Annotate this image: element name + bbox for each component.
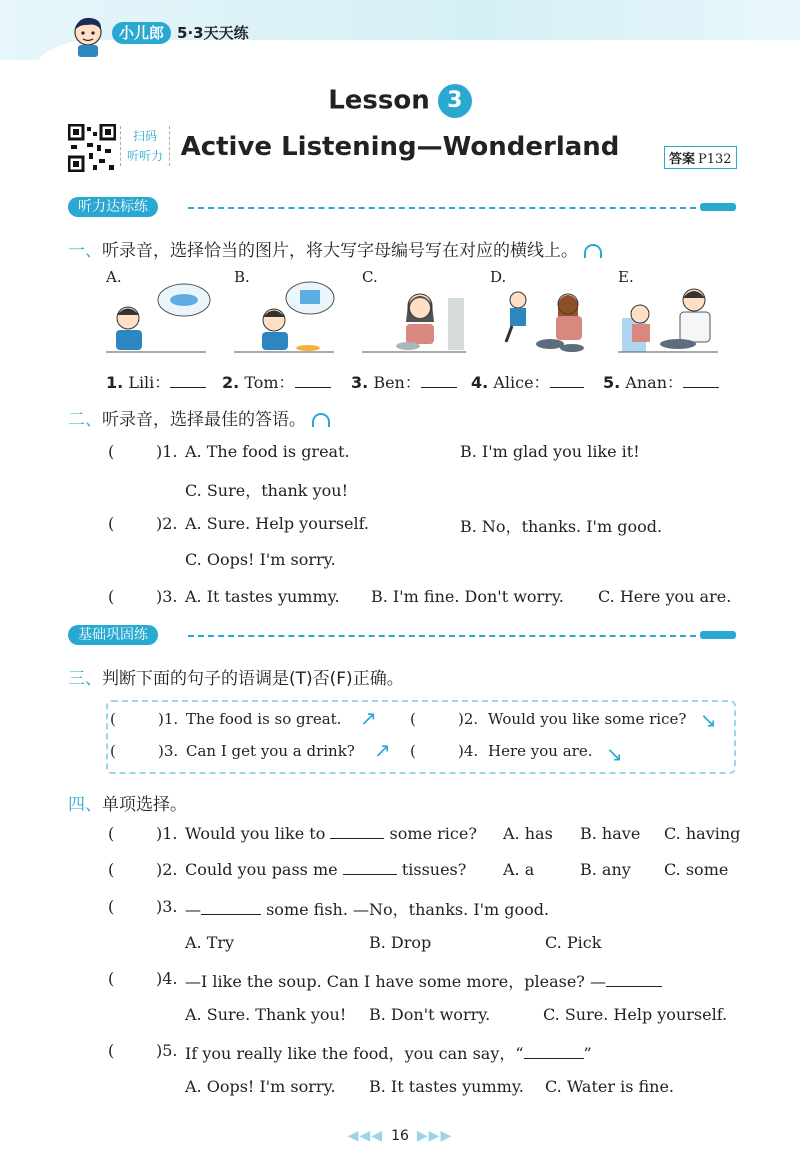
child-and-woman-illustration [490, 278, 600, 358]
brand-title [112, 22, 249, 43]
q4-item-1-number: )1. [156, 824, 178, 843]
q4-item-3-option-a: A. Try [185, 933, 235, 952]
q2-item-3-option-b: B. I'm fine. Don't worry. [371, 587, 564, 606]
q3-item-2-sentence: Would you like some rice? [488, 710, 687, 728]
q4-item-1-paren[interactable]: ( [108, 824, 115, 843]
picture-d [490, 268, 600, 358]
brand-series: 5·3天天练 [177, 24, 249, 42]
q2-item-3-number: )3. [156, 587, 178, 606]
answer-line[interactable] [170, 373, 206, 388]
stem-text: some rice? [389, 824, 477, 843]
blank-name: Anan： [625, 373, 684, 392]
q4-item-1-option-a: A. has [503, 824, 553, 843]
section-label-listening: 听力达标练 [68, 197, 158, 217]
section-bar-listening [68, 197, 736, 217]
picture-label: B. [234, 268, 250, 286]
q4-item-2-stem [185, 860, 466, 879]
q2-item-2-paren[interactable]: ( [108, 514, 115, 533]
pen-icon [700, 203, 736, 211]
question-1-heading [68, 236, 602, 261]
q4-item-5-paren[interactable]: ( [108, 1041, 115, 1060]
q4-item-4-stem [185, 969, 662, 992]
section-label-basics: 基础巩固练 [68, 625, 158, 645]
right-arrows-icon: ▶▶▶ [416, 1128, 453, 1144]
boy-thinking-drink-illustration [234, 278, 344, 358]
q4-item-1-option-c: C. having [664, 824, 741, 843]
q2-item-3-paren[interactable]: ( [108, 587, 115, 606]
q4-item-4-option-c: C. Sure. Help yourself. [543, 1005, 728, 1024]
q4-item-2-option-a: A. a [503, 860, 535, 879]
q4-item-5-option-a: A. Oops! I'm sorry. [185, 1077, 336, 1096]
q3-item-1-sentence: The food is so great. [186, 710, 342, 728]
picture-e [618, 268, 728, 358]
pen-icon [700, 631, 736, 639]
question-number: 二、 [68, 410, 102, 430]
answer-line[interactable] [330, 824, 384, 839]
answer-line[interactable] [201, 900, 261, 915]
question-3-heading [68, 664, 404, 689]
scan-line-1: 扫码 [132, 129, 157, 143]
answer-line[interactable] [295, 373, 331, 388]
answer-line[interactable] [550, 373, 584, 388]
q2-item-1-option-b: B. I'm glad you like it! [460, 442, 640, 461]
brand-name: 小儿郎 [112, 22, 171, 44]
q2-item-2-option-a: A. Sure. Help yourself. [185, 514, 370, 533]
section-divider [188, 207, 696, 209]
question-text: 判断下面的句子的语调是(T)否(F)正确。 [102, 669, 404, 689]
q4-item-5-option-b: B. It tastes yummy. [369, 1077, 524, 1096]
q4-item-4-option-a: A. Sure. Thank you! [185, 1005, 347, 1024]
page-number: 16 [391, 1128, 409, 1144]
stem-text: If you really like the food，you can say，“ [185, 1044, 524, 1063]
answer-line[interactable] [343, 860, 397, 875]
rising-arrow-icon: ↗ [360, 706, 377, 730]
answer-line[interactable] [606, 972, 662, 987]
q4-item-4-option-b: B. Don't worry. [369, 1005, 491, 1024]
left-arrows-icon: ◀◀◀ [347, 1128, 384, 1144]
section-bar-basics [68, 625, 736, 645]
q2-item-3-option-a: A. It tastes yummy. [185, 587, 340, 606]
lesson-subtitle: Active Listening—Wonderland [180, 132, 620, 162]
picture-c [362, 268, 472, 358]
answer-blank-1 [106, 370, 206, 393]
q2-item-3-option-c: C. Here you are. [598, 587, 732, 606]
headphones-icon [312, 413, 330, 427]
blank-name: Ben： [373, 373, 421, 392]
stem-text: some fish. —No，thanks. I'm good. [266, 900, 550, 919]
q2-item-1-option-a: A. The food is great. [185, 442, 350, 461]
question-4-heading [68, 790, 187, 815]
blank-number: 4. [471, 373, 489, 392]
question-number: 三、 [68, 669, 102, 689]
answer-page: P132 [698, 152, 732, 167]
picture-a [106, 268, 216, 358]
q4-item-2-option-c: C. some [664, 860, 729, 879]
q4-item-1-option-b: B. have [580, 824, 641, 843]
question-text: 听录音，选择恰当的图片，将大写字母编号写在对应的横线上。 [102, 241, 578, 261]
q4-item-5-stem [185, 1041, 592, 1064]
blank-name: Tom： [244, 373, 295, 392]
boy-thinking-fish-illustration [106, 278, 216, 358]
picture-label: A. [106, 268, 122, 286]
q3-item-1-number: )1. [158, 710, 179, 728]
question-number: 一、 [68, 241, 102, 261]
answer-reference [664, 146, 737, 169]
q3-item-1-paren[interactable]: ( [110, 710, 116, 728]
q3-item-4-paren[interactable]: ( [410, 742, 416, 760]
q3-item-4-sentence: Here you are. [488, 742, 593, 760]
q4-item-2-option-b: B. any [580, 860, 631, 879]
girl-and-man-at-table-illustration [618, 278, 728, 358]
blank-number: 5. [603, 373, 621, 392]
answer-line[interactable] [683, 373, 719, 388]
scan-line-2: 听听力 [126, 149, 163, 163]
q3-item-3-number: )3. [158, 742, 179, 760]
q4-item-3-number: )3. [156, 897, 178, 916]
q4-item-2-number: )2. [156, 860, 178, 879]
section-divider [188, 635, 696, 637]
question-text: 单项选择。 [102, 795, 187, 815]
blank-number: 2. [222, 373, 240, 392]
page-footer [0, 1128, 800, 1144]
q3-item-2-paren[interactable]: ( [410, 710, 416, 728]
blank-number: 3. [351, 373, 369, 392]
question-number: 四、 [68, 795, 102, 815]
q2-item-1-number: )1. [156, 442, 178, 461]
q4-item-4-paren[interactable]: ( [108, 969, 115, 988]
headphones-icon [584, 244, 602, 258]
q4-item-1-stem [185, 824, 477, 843]
stem-text: Could you pass me [185, 860, 338, 879]
q4-item-3-option-b: B. Drop [369, 933, 432, 952]
q4-item-5-option-c: C. Water is fine. [545, 1077, 675, 1096]
rising-arrow-icon: ↗ [374, 738, 391, 762]
q2-item-1-option-c: C. Sure，thank you! [185, 481, 348, 500]
q4-item-4-number: )4. [156, 969, 178, 988]
answer-blank-2 [222, 370, 331, 393]
q4-item-3-option-c: C. Pick [545, 933, 602, 952]
lesson-title [0, 84, 800, 118]
q4-item-3-stem [185, 897, 549, 920]
answer-blank-5 [603, 370, 719, 393]
stem-text: tissues? [401, 860, 467, 879]
picture-label: C. [362, 268, 378, 286]
answer-line[interactable] [524, 1044, 584, 1059]
falling-arrow-icon: ↘ [700, 708, 717, 732]
q4-item-5-number: )5. [156, 1041, 178, 1060]
picture-label: E. [618, 268, 634, 286]
stem-text: Would you like to [185, 824, 326, 843]
stem-text: ” [583, 1044, 592, 1063]
q2-item-2-number: )2. [156, 514, 178, 533]
blank-name: Lili： [128, 373, 171, 392]
stem-text: — [185, 900, 201, 919]
q3-item-2-number: )2. [458, 710, 479, 728]
question-text: 听录音，选择最佳的答语。 [102, 410, 306, 430]
blank-name: Alice： [493, 373, 550, 392]
picture-label: D. [490, 268, 507, 286]
answer-label: 答案 [669, 152, 696, 167]
q3-item-4-number: )4. [458, 742, 479, 760]
girl-eating-illustration [362, 278, 472, 358]
q3-item-3-paren[interactable]: ( [110, 742, 116, 760]
question-2-heading [68, 405, 330, 430]
q2-item-1-paren[interactable]: ( [108, 442, 115, 461]
q2-item-2-option-b: B. No，thanks. I'm good. [460, 517, 663, 536]
q3-item-3-sentence: Can I get you a drink? [186, 742, 355, 760]
stem-text: —I like the soup. Can I have some more，please? — [185, 972, 606, 991]
falling-arrow-icon: ↘ [606, 742, 623, 766]
answer-line[interactable] [421, 373, 457, 388]
q4-item-3-paren[interactable]: ( [108, 897, 115, 916]
picture-b [234, 268, 344, 358]
lesson-number-badge: 3 [438, 84, 472, 118]
q2-item-2-option-c: C. Oops! I'm sorry. [185, 550, 336, 569]
blank-number: 1. [106, 373, 124, 392]
answer-blank-4 [471, 370, 584, 393]
lesson-word: Lesson [328, 85, 430, 116]
q4-item-2-paren[interactable]: ( [108, 860, 115, 879]
answer-blank-3 [351, 370, 457, 393]
mascot-icon [68, 14, 108, 58]
